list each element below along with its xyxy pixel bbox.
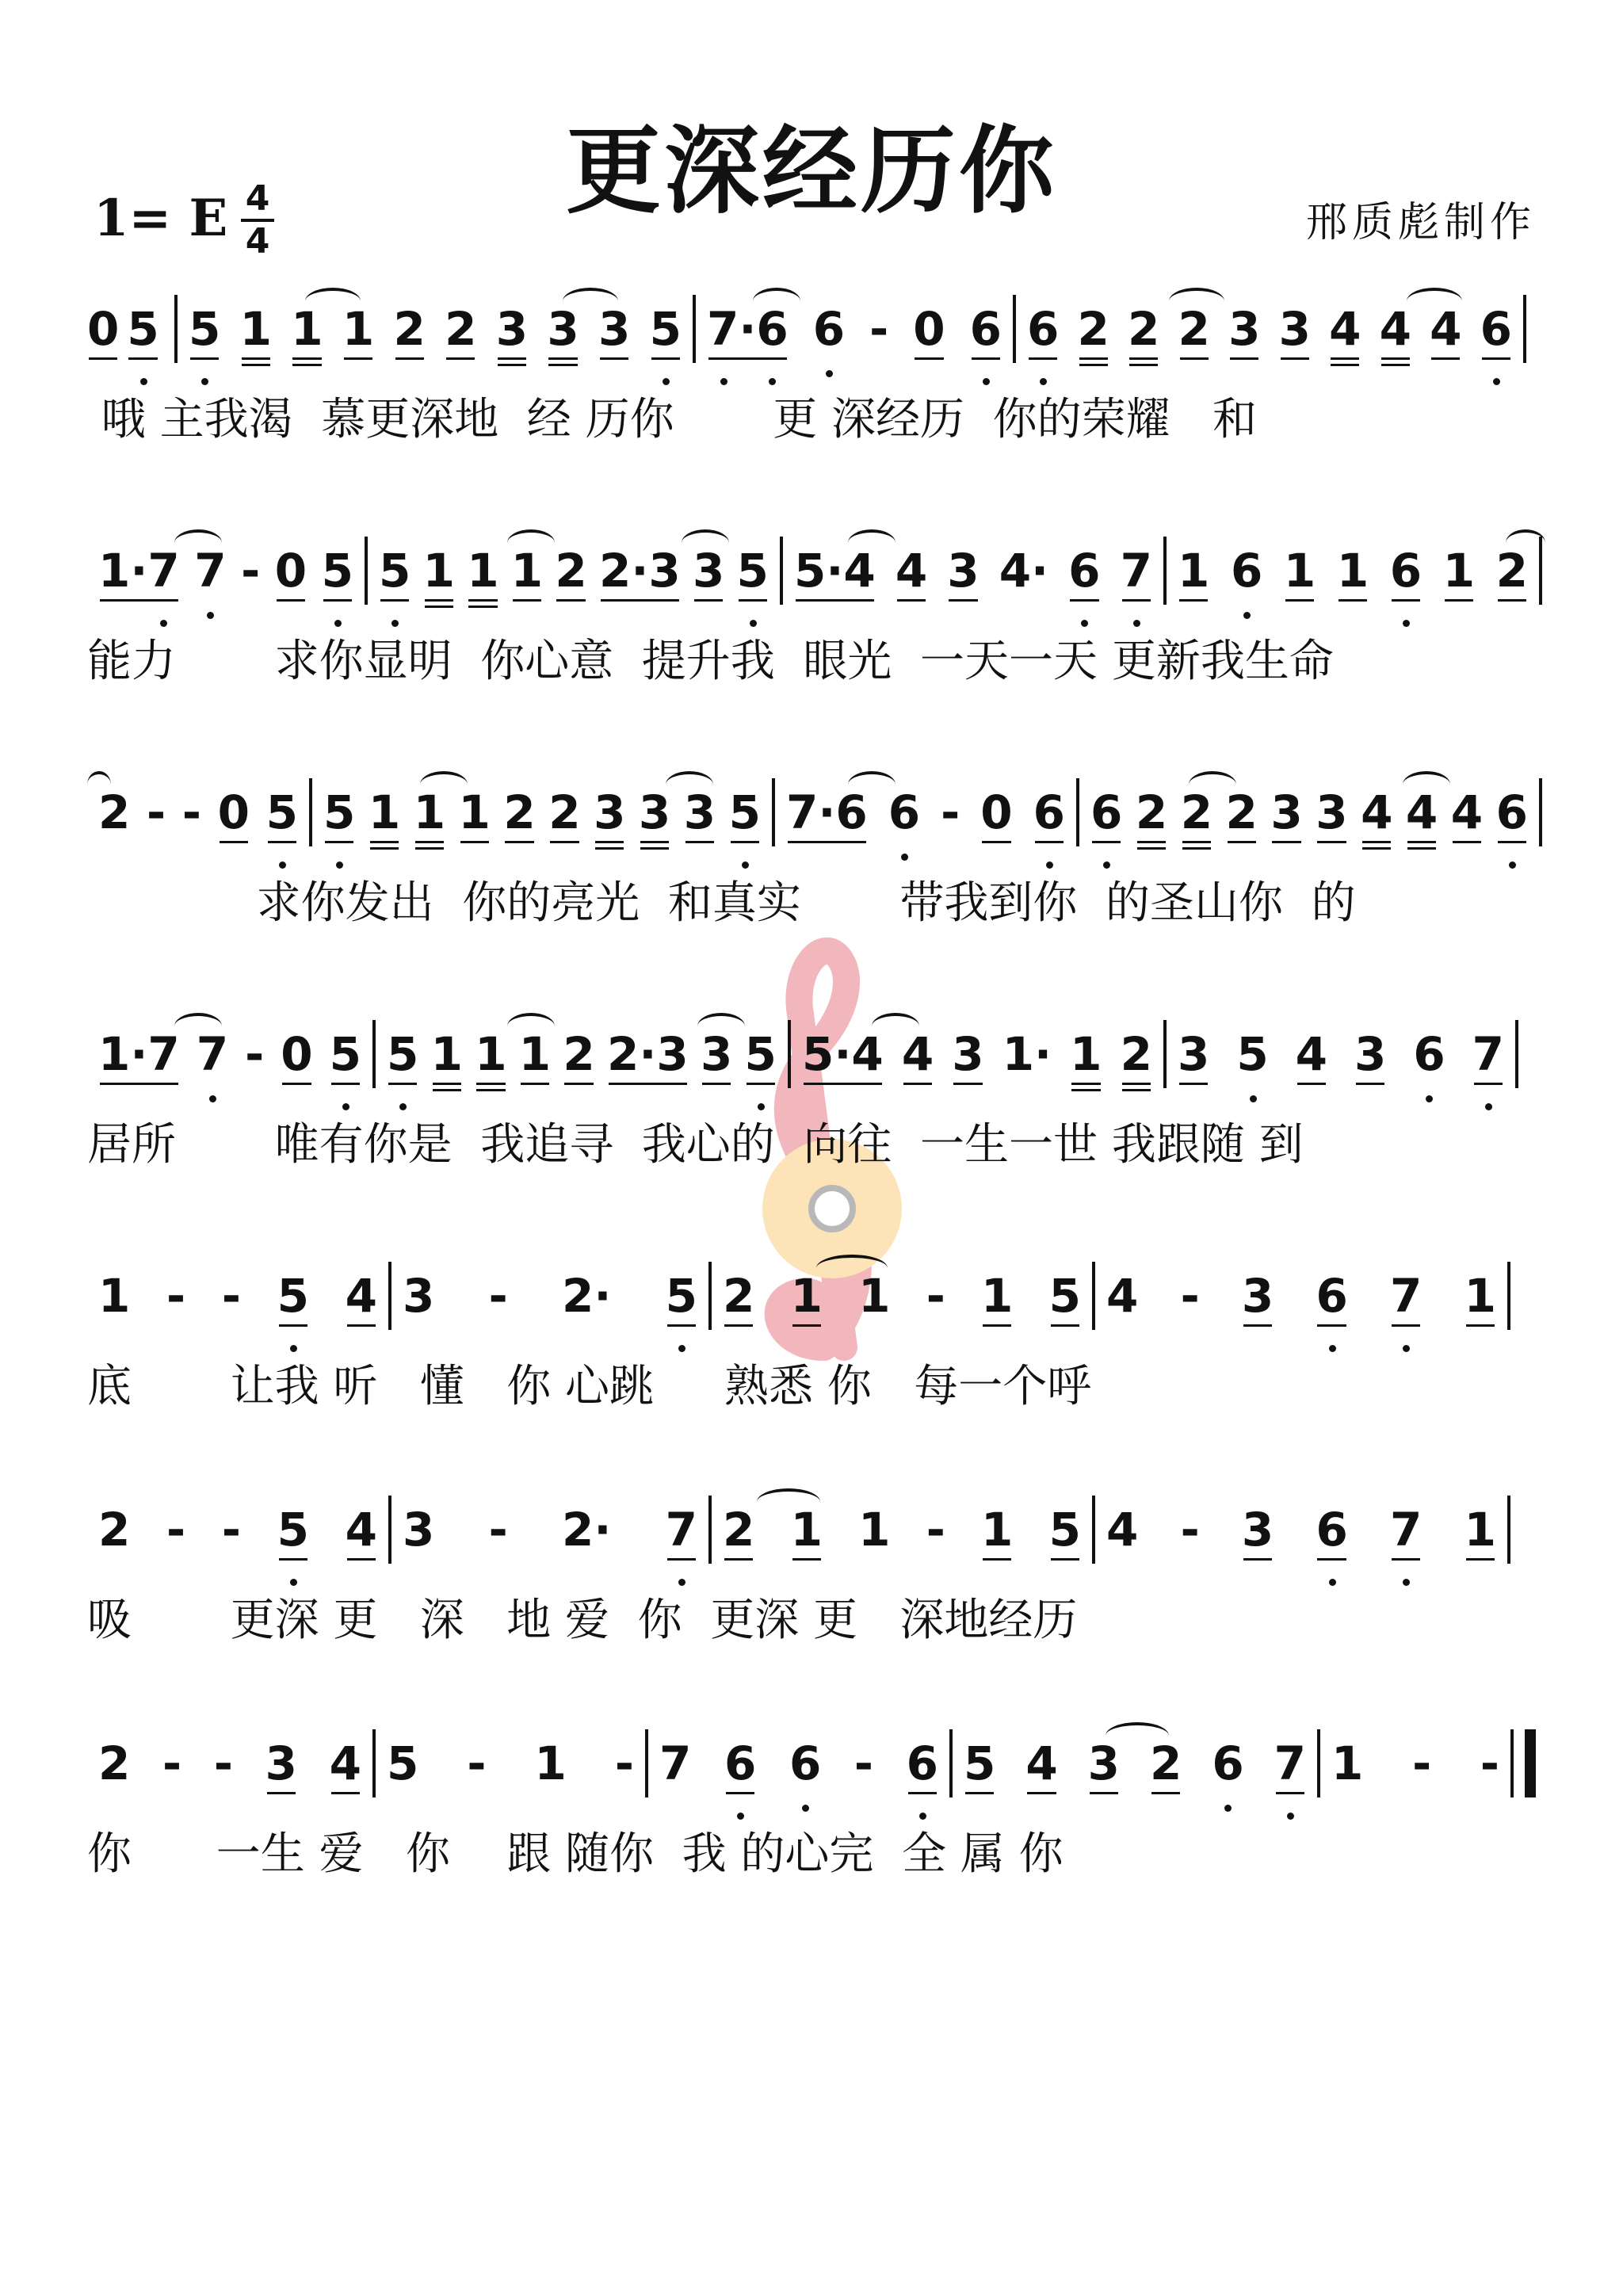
tie-arc — [1506, 529, 1545, 556]
notation-row — [87, 281, 1545, 376]
note: - — [869, 302, 889, 356]
measure — [712, 1248, 1092, 1343]
measure — [87, 765, 309, 860]
note: 1 — [342, 281, 374, 376]
lyrics-line-5: 底 让我 听 懂 你 心跳 熟悉 你 每一个呼 — [87, 1361, 1092, 1412]
note: 1 — [475, 1007, 506, 1102]
note: - — [166, 1503, 186, 1557]
staff-system-2 — [87, 523, 1545, 705]
note: 1·7 — [98, 1007, 180, 1102]
note: 1 — [1178, 523, 1209, 618]
tie-arc — [420, 771, 468, 798]
barline — [1539, 778, 1542, 846]
staff-system-5 — [87, 1248, 1545, 1431]
lyrics-line-2: 能力 求你显明 你心意 提升我 眼光 一天一天 更新我生命 — [87, 636, 1334, 687]
note: 5 — [1236, 1007, 1268, 1102]
note: 4 — [1451, 765, 1483, 860]
note: 6 — [1090, 765, 1122, 860]
time-signature-bottom: 4 — [245, 221, 270, 262]
note: 0 — [281, 1007, 312, 1102]
measure — [1320, 1716, 1510, 1811]
staff-system-6 — [87, 1482, 1545, 1664]
barline — [1510, 1729, 1514, 1797]
staff-system-1 — [87, 281, 1545, 464]
measure — [87, 1482, 388, 1577]
note: 3 — [1279, 281, 1311, 376]
barline — [1515, 1020, 1518, 1088]
notation-row — [87, 1248, 1545, 1343]
note: 1 — [467, 523, 498, 618]
note: 3 — [693, 523, 724, 618]
lyrics-line-3: 求你发出 你的亮光 和真实 带我到你 的圣山你 的 — [87, 877, 1356, 929]
note: 6 — [1212, 1716, 1243, 1811]
staff-system-7 — [87, 1716, 1545, 1898]
note: 1 — [981, 1482, 1013, 1577]
note: - — [926, 1269, 945, 1323]
note: - — [1480, 1736, 1499, 1790]
note: 3 — [403, 1269, 435, 1323]
note: 3 — [1270, 765, 1302, 860]
note: 2 — [503, 765, 535, 860]
note: 3 — [1088, 1716, 1120, 1811]
tie-arc — [816, 1255, 888, 1282]
note: 5 — [127, 281, 158, 376]
note: 1 — [431, 1007, 463, 1102]
note: - — [854, 1736, 873, 1790]
notation-row — [87, 1716, 1545, 1811]
note: 1 — [459, 765, 491, 860]
note: 2 — [1150, 1716, 1182, 1811]
note: - — [467, 1736, 487, 1790]
note: 3 — [594, 765, 625, 860]
note: 1 — [858, 1503, 891, 1557]
tie-arc — [174, 529, 222, 556]
note: 3 — [947, 523, 979, 618]
note: 1·7 — [98, 523, 180, 618]
note: 3 — [1178, 1007, 1209, 1102]
tie-arc — [757, 1488, 820, 1515]
note: 5 — [379, 523, 411, 618]
note: 5 — [322, 523, 353, 618]
tie-arc — [697, 1013, 745, 1040]
note: 6 — [724, 1716, 756, 1811]
note: 1 — [1465, 1248, 1496, 1343]
note: 6 — [1231, 523, 1262, 618]
tie-arc — [666, 771, 713, 798]
measure — [1167, 523, 1539, 618]
measure — [1079, 765, 1539, 860]
notation-row — [87, 1007, 1545, 1102]
tie-arc — [872, 1013, 919, 1040]
note: 5·4 — [794, 523, 876, 618]
arranger-credit: 邢质彪制作 — [1305, 199, 1536, 246]
note: 3 — [496, 281, 528, 376]
note: 6 — [1068, 523, 1100, 618]
tie-arc — [753, 288, 800, 315]
note: 4 — [1406, 765, 1438, 860]
staff-system-3 — [87, 765, 1545, 947]
note: 1 — [240, 281, 272, 376]
notation-row — [87, 765, 1545, 860]
note: 4 — [1106, 1503, 1139, 1557]
tie-arc — [848, 771, 896, 798]
note: 0 — [913, 281, 945, 376]
note: 6 — [1480, 281, 1512, 376]
note: 3 — [701, 1007, 732, 1102]
measure — [391, 1482, 708, 1577]
note: 4 — [1296, 1007, 1327, 1102]
tie-arc — [174, 1013, 222, 1040]
note: 6 — [907, 1716, 938, 1811]
note: 3 — [265, 1716, 297, 1811]
note: 2·3 — [607, 1007, 689, 1102]
note: 6 — [1496, 765, 1528, 860]
note: 7 — [194, 523, 226, 618]
note: 4 — [1106, 1269, 1139, 1323]
note: 3 — [403, 1503, 435, 1557]
tie-arc — [1403, 771, 1450, 798]
note: 5 — [650, 281, 682, 376]
note: - — [926, 1503, 945, 1557]
note: 4 — [902, 1007, 934, 1102]
note: 5 — [189, 281, 220, 376]
note: 2 — [723, 1482, 754, 1577]
note: 6 — [1316, 1482, 1347, 1577]
lyrics-line-1: 哦 主我渴 慕更深地 经 历你 更 深经历 你的荣耀 和 — [87, 394, 1258, 445]
note: 7 — [197, 1007, 228, 1102]
note: 2 — [1128, 281, 1159, 376]
note: 5 — [745, 1007, 777, 1102]
note: 1 — [1070, 1007, 1102, 1102]
note: 0 — [87, 281, 119, 376]
tie-arc — [682, 529, 729, 556]
note: 1 — [1443, 523, 1475, 618]
measure-pickup — [87, 281, 174, 376]
note: - — [1412, 1736, 1432, 1790]
note: 2 — [548, 765, 580, 860]
measure — [376, 1716, 645, 1811]
measure — [775, 765, 1076, 860]
note: 1 — [369, 765, 400, 860]
note: - — [241, 544, 261, 598]
note: 1 — [981, 1248, 1013, 1343]
note: - — [181, 785, 201, 839]
note: 1 — [534, 1736, 567, 1790]
note: 5 — [323, 765, 355, 860]
note: - — [147, 785, 166, 839]
note: 1 — [511, 523, 543, 618]
song-title: 更深经历你 — [566, 115, 1057, 227]
note: 4 — [896, 523, 927, 618]
note: 3 — [598, 281, 630, 376]
note: 0 — [275, 523, 307, 618]
note: - — [614, 1736, 634, 1790]
note: 1 — [791, 1248, 823, 1343]
note: 7 — [1121, 523, 1152, 618]
note: 5 — [277, 1482, 309, 1577]
note: 3 — [639, 765, 670, 860]
note: 7 — [1390, 1248, 1422, 1343]
note: 1 — [291, 281, 323, 376]
note: 5 — [277, 1248, 309, 1343]
note: 5 — [330, 1007, 361, 1102]
staff-system-4 — [87, 1007, 1545, 1189]
note: 2 — [1078, 281, 1109, 376]
barline — [1507, 1496, 1510, 1564]
barline — [1525, 1729, 1536, 1797]
note: 3 — [1228, 281, 1260, 376]
note: 2 — [1121, 1007, 1152, 1102]
note: 4 — [346, 1248, 377, 1343]
note: 1 — [791, 1482, 823, 1577]
note: 2 — [1178, 281, 1210, 376]
note: 1 — [1331, 1736, 1364, 1790]
note: 3 — [1242, 1248, 1274, 1343]
note: 1 — [423, 523, 455, 618]
note: 4 — [1380, 281, 1411, 376]
measure — [1167, 1007, 1515, 1102]
note: - — [221, 1503, 241, 1557]
lyrics-line-6: 吸 更深 更 深 地 爱 你 更深 更 深地经历 — [87, 1595, 1078, 1646]
note: 2 — [1226, 765, 1258, 860]
lyrics-line-4: 居所 唯有你是 我追寻 我心的 向往 一生一世 我跟随 到 — [87, 1119, 1304, 1171]
note: 2·3 — [599, 523, 681, 618]
note: 7 — [1274, 1716, 1306, 1811]
measure — [783, 523, 1163, 618]
note: - — [213, 1736, 233, 1790]
note: 2 — [98, 1736, 131, 1790]
tie-arc — [507, 1013, 555, 1040]
lyrics-line-7: 你 一生 爱 你 跟 随你 我 的心完 全 属 你 — [87, 1828, 1064, 1880]
note: - — [245, 1027, 265, 1081]
note: 1 — [414, 765, 445, 860]
note: 6 — [1316, 1248, 1347, 1343]
measure — [696, 281, 1013, 376]
measure — [87, 1716, 372, 1811]
tie-arc — [1189, 771, 1236, 798]
note: 2· — [561, 1503, 612, 1557]
note: 6 — [789, 1716, 821, 1811]
measure — [791, 1007, 1163, 1102]
note: - — [1180, 1503, 1200, 1557]
note: 7 — [666, 1482, 697, 1577]
tie-arc — [563, 288, 618, 315]
note: 6 — [1390, 523, 1422, 618]
note: 6 — [888, 765, 920, 860]
measure — [648, 1716, 949, 1811]
measure — [1095, 1482, 1507, 1577]
note: - — [1180, 1269, 1200, 1323]
note: 7·6 — [786, 765, 868, 860]
tie-arc — [1106, 1722, 1169, 1749]
note: 7 — [1472, 1007, 1504, 1102]
note: 4 — [330, 1716, 361, 1811]
note: 3 — [547, 281, 579, 376]
note: 1 — [519, 1007, 551, 1102]
note: 5 — [387, 1007, 418, 1102]
note: - — [941, 785, 960, 839]
note: 2 — [1181, 765, 1212, 860]
note: 6 — [970, 281, 1002, 376]
note: 2 — [563, 1007, 594, 1102]
note: 2 — [1136, 765, 1167, 860]
measure — [1095, 1248, 1507, 1343]
note: 4 — [346, 1482, 377, 1577]
note: - — [488, 1503, 508, 1557]
note: 5 — [737, 523, 769, 618]
tie-arc — [848, 529, 896, 556]
note: 5 — [964, 1716, 995, 1811]
note: 0 — [980, 765, 1012, 860]
note: 4 — [1025, 1716, 1057, 1811]
note: 3 — [1242, 1482, 1274, 1577]
measure — [87, 1007, 372, 1102]
note: 3 — [1316, 765, 1347, 860]
note: 1 — [1284, 523, 1316, 618]
note: 6 — [1413, 1007, 1445, 1102]
barline — [1507, 1262, 1510, 1330]
note: 6 — [1033, 765, 1065, 860]
note: 3 — [1354, 1007, 1386, 1102]
barline — [1523, 295, 1526, 363]
note: 2 — [394, 281, 426, 376]
tie-arc — [1407, 288, 1462, 315]
note: 5 — [1049, 1248, 1081, 1343]
note: 3 — [684, 765, 716, 860]
measure — [87, 523, 365, 618]
note: 4 — [1329, 281, 1361, 376]
tie-arc — [87, 771, 111, 798]
note: 3 — [952, 1007, 983, 1102]
measure — [87, 1248, 388, 1343]
note: 2 — [445, 281, 476, 376]
note: 2· — [561, 1269, 612, 1323]
time-signature-top: 4 — [245, 178, 270, 219]
note: 1 — [858, 1269, 891, 1323]
note: 7 — [1390, 1482, 1422, 1577]
note: 5 — [387, 1736, 419, 1790]
note: 6 — [1027, 281, 1059, 376]
note: 4 — [1430, 281, 1461, 376]
note: 5 — [1049, 1482, 1081, 1577]
note: 2 — [723, 1248, 754, 1343]
tie-arc — [507, 529, 555, 556]
note: 5·4 — [802, 1007, 884, 1102]
note: 0 — [218, 765, 250, 860]
note: 2 — [555, 523, 586, 618]
note: - — [162, 1736, 182, 1790]
final-barline — [1510, 1729, 1536, 1797]
key-signature: 1= E — [94, 189, 228, 248]
note: 2 — [98, 1503, 131, 1557]
note: 2 — [98, 785, 131, 839]
note: 1· — [1002, 1027, 1052, 1081]
note: 4 — [1361, 765, 1392, 860]
note: 2 — [1496, 523, 1528, 618]
note: 5 — [666, 1248, 697, 1343]
notation-row — [87, 523, 1545, 618]
note: - — [166, 1269, 186, 1323]
measure — [391, 1248, 708, 1343]
note: 1 — [1465, 1482, 1496, 1577]
note: 5 — [266, 765, 298, 860]
note: 4· — [999, 544, 1049, 598]
note: - — [221, 1269, 241, 1323]
time-signature — [238, 178, 277, 262]
note: 1 — [98, 1269, 131, 1323]
note: 7·6 — [707, 281, 789, 376]
note: 7 — [659, 1736, 692, 1790]
note: - — [488, 1269, 508, 1323]
tie-arc — [1169, 288, 1224, 315]
note: 6 — [813, 281, 845, 376]
note: 5 — [729, 765, 761, 860]
note: 1 — [1337, 523, 1369, 618]
tie-arc — [305, 288, 361, 315]
